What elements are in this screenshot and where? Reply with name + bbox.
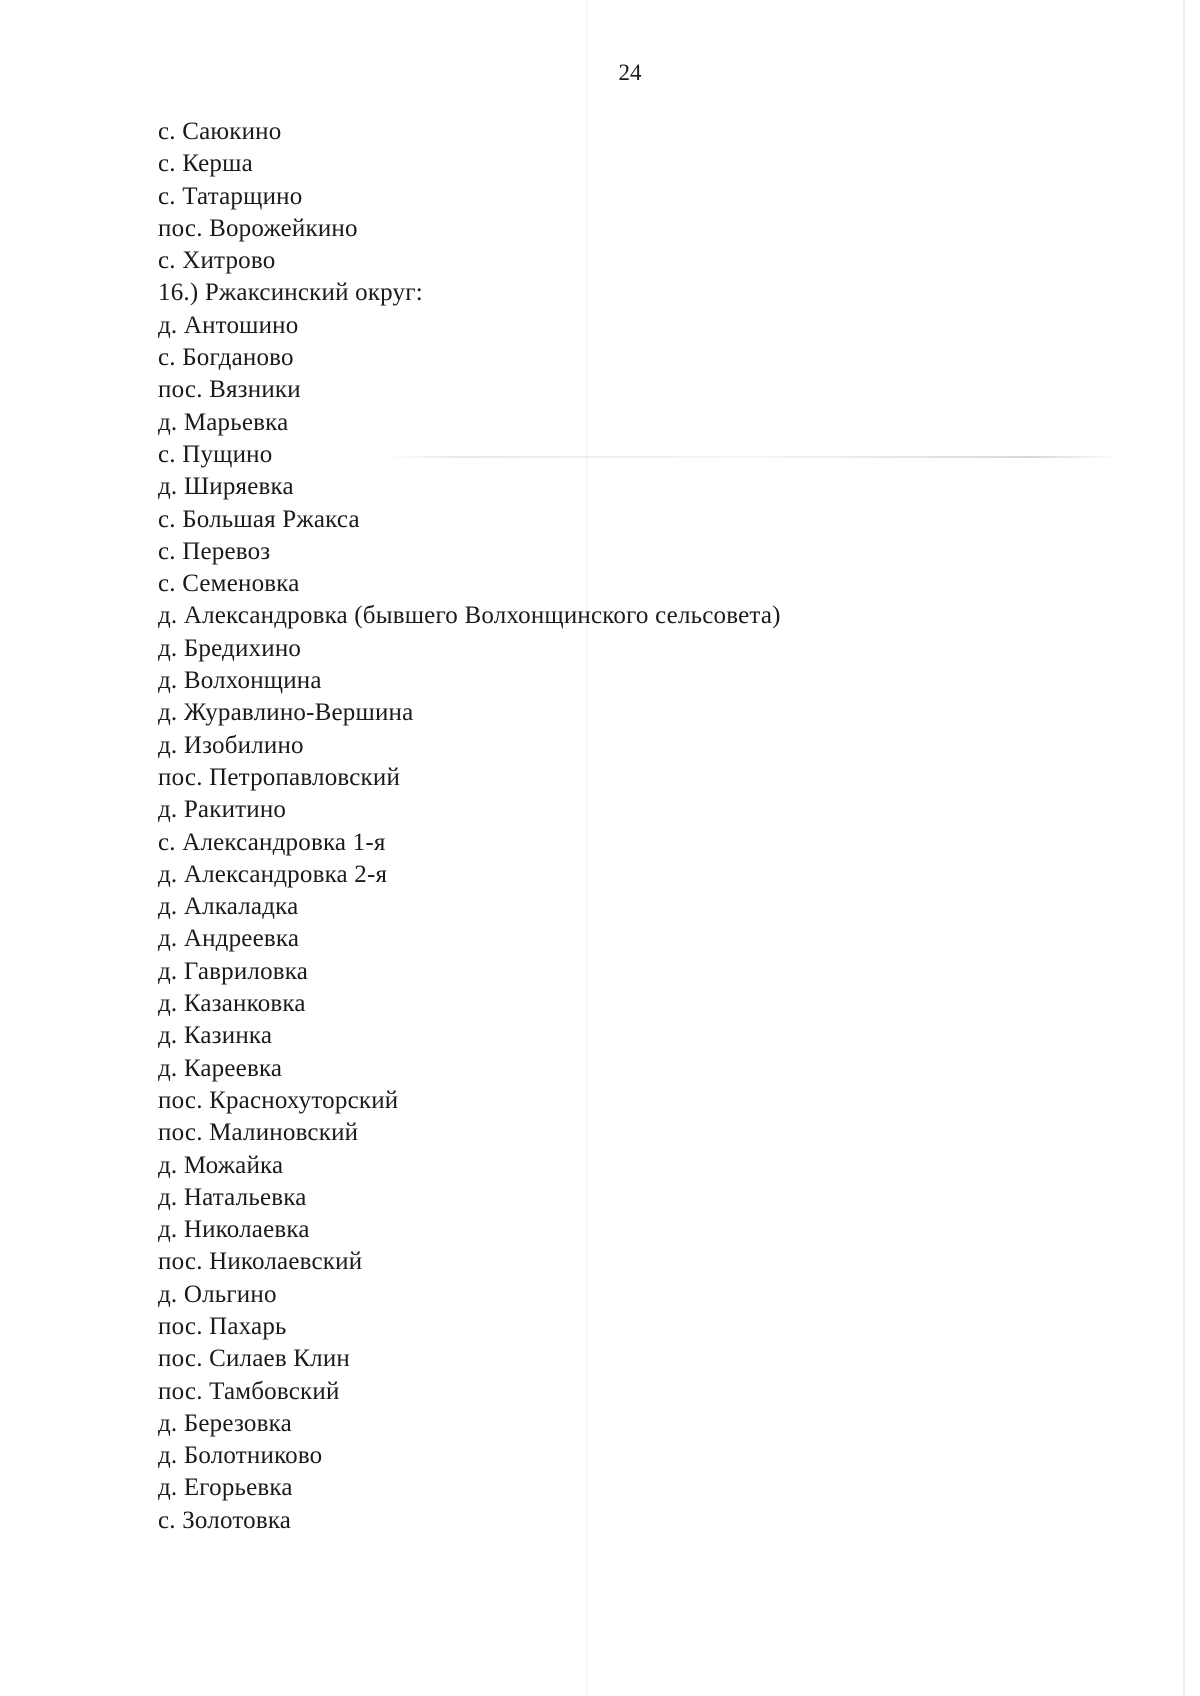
settlement-item: д. Егорьевка [158, 1474, 293, 1502]
settlement-item: с. Золотовка [158, 1506, 292, 1534]
settlement-list [158, 116, 781, 1537]
settlement-item: с. Татарщино [158, 182, 303, 210]
settlement-item: д. Журавлино-Вершина [158, 699, 414, 727]
settlement-item: д. Бредихино [158, 634, 302, 662]
settlement-item: пос. Краснохуторский [158, 1086, 399, 1114]
settlement-item: д. Ширяевка [158, 473, 294, 501]
settlement-item: д. Алкаладка [158, 893, 299, 921]
settlement-item: д. Изобилино [158, 731, 304, 759]
settlement-item: пос. Малиновский [158, 1119, 359, 1147]
district-heading: 16.) Ржаксинский округ: [158, 279, 423, 307]
settlement-item: д. Марьевка [158, 408, 289, 436]
settlement-item: с. Большая Ржакса [158, 505, 360, 533]
settlement-item: пос. Вязники [158, 376, 301, 404]
settlement-item: д. Ольгино [158, 1280, 277, 1308]
settlement-item: с. Богданово [158, 344, 294, 372]
settlement-item: с. Перевоз [158, 537, 271, 565]
settlement-item: д. Александровка 2-я [158, 860, 388, 888]
settlement-item: с. Семеновка [158, 570, 300, 598]
settlement-item: д. Болотниково [158, 1442, 323, 1470]
settlement-item: д. Казинка [158, 1022, 273, 1050]
settlement-item: д. Можайка [158, 1151, 284, 1179]
settlement-item: д. Ракитино [158, 796, 287, 824]
settlement-item: с. Пущино [158, 440, 273, 468]
settlement-item: д. Березовка [158, 1409, 292, 1437]
settlement-item: д. Николаевка [158, 1216, 310, 1244]
settlement-item: с. Керша [158, 150, 253, 178]
settlement-item: д. Александровка (бывшего Волхонщинского сельсовета) [158, 602, 781, 630]
settlement-item: д. Натальевка [158, 1183, 307, 1211]
settlement-item: д. Гавриловка [158, 957, 309, 985]
settlement-item: пос. Николаевский [158, 1248, 363, 1276]
settlement-item: с. Хитрово [158, 247, 276, 275]
settlement-item: д. Казанковка [158, 990, 306, 1018]
settlement-item: с. Александровка 1-я [158, 828, 386, 856]
settlement-item: пос. Силаев Клин [158, 1345, 350, 1373]
page-number: 24 [618, 60, 642, 85]
settlement-item: пос. Петропавловский [158, 763, 401, 791]
settlement-item: д. Антошино [158, 311, 299, 339]
settlement-item: д. Волхонщина [158, 667, 322, 695]
settlement-item: с. Саюкино [158, 118, 282, 145]
settlement-item: д. Кареевка [158, 1054, 283, 1082]
settlement-item: пос. Ворожейкино [158, 214, 358, 242]
scan-edge-line [1183, 0, 1185, 1696]
settlement-item: пос. Пахарь [158, 1312, 287, 1340]
settlement-item: д. Андреевка [158, 925, 300, 953]
settlement-item: пос. Тамбовский [158, 1377, 340, 1405]
